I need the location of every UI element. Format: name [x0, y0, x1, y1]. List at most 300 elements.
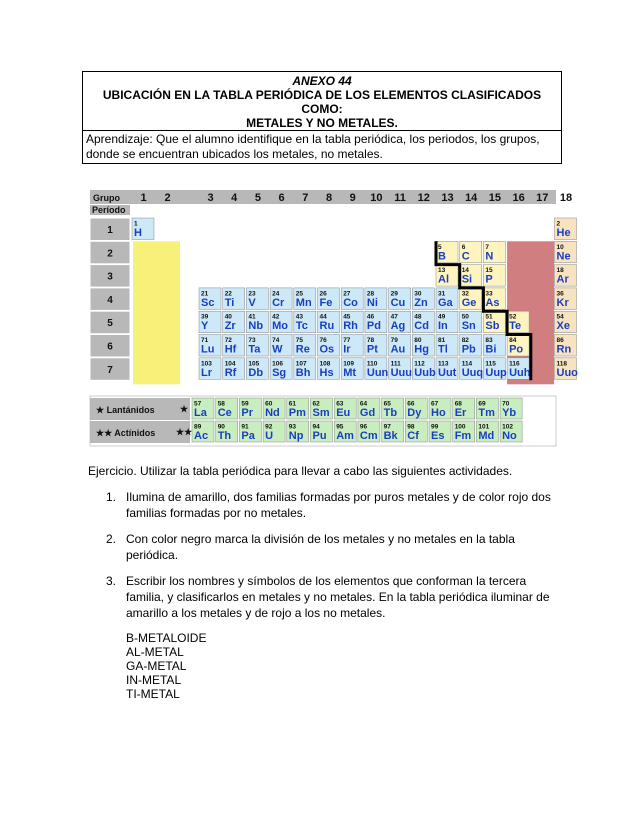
- group-number: 12: [417, 192, 430, 204]
- atomic-number: 18: [556, 267, 564, 275]
- atomic-number: 6: [461, 243, 466, 251]
- element-symbol: Np: [288, 430, 304, 442]
- element-cell: [389, 311, 411, 333]
- element-symbol: Te: [509, 320, 522, 333]
- lanthanide-cell: [287, 398, 309, 419]
- element-symbol: U: [265, 430, 274, 442]
- element-cell: [460, 358, 483, 380]
- atomic-number: 47: [390, 313, 398, 321]
- element-symbol: Am: [336, 430, 354, 442]
- lanthanide-cell: [500, 398, 522, 419]
- exercise-item-2: [88, 531, 558, 563]
- actinide-cell: [476, 421, 498, 442]
- lanthanide-cell: [429, 398, 451, 419]
- atomic-number: 86: [556, 337, 564, 344]
- element-symbol: Bk: [383, 430, 398, 442]
- atomic-number: 110: [366, 360, 378, 368]
- element-symbol: Os: [319, 343, 335, 356]
- element-symbol: Ar: [556, 273, 569, 286]
- element-symbol: Pb: [461, 343, 476, 356]
- lanthanide-cell: [334, 398, 356, 419]
- answers-list: [88, 631, 558, 701]
- element-cell: [436, 265, 458, 287]
- element-symbol: Bi: [485, 343, 497, 356]
- atomic-number: 59: [241, 400, 249, 408]
- actinide-cell: [311, 421, 333, 442]
- lanthanides-star: ★: [180, 404, 189, 414]
- element-symbol: C: [461, 250, 470, 263]
- element-cell: [246, 335, 268, 357]
- element-symbol: Hf: [224, 343, 237, 356]
- atomic-number: 105: [248, 360, 260, 368]
- element-cell: [270, 311, 292, 333]
- atomic-number: 40: [224, 313, 232, 321]
- element-symbol: Uut: [438, 366, 457, 379]
- atomic-number: 7: [485, 243, 490, 251]
- element-symbol: Fe: [319, 296, 333, 309]
- element-symbol: Uun: [366, 366, 389, 379]
- element-symbol: Co: [343, 296, 358, 309]
- title-line-1: UBICACIÓN EN LA TABLA PERIÓDICA DE LOS ELEMENTOS CLASIFICADOS: [102, 88, 542, 102]
- element-cell: [460, 265, 482, 287]
- element-symbol: Mo: [272, 320, 288, 333]
- atomic-number: 57: [194, 400, 202, 408]
- atomic-number: 108: [319, 360, 331, 368]
- element-cell: [270, 358, 292, 380]
- element-symbol: Cd: [414, 320, 429, 333]
- element-cell: [246, 311, 268, 333]
- group-number: 1: [140, 192, 147, 204]
- atomic-number: 76: [319, 337, 327, 344]
- atomic-number: 5: [438, 243, 442, 251]
- atomic-number: 54: [556, 313, 564, 321]
- element-cell: [294, 288, 316, 310]
- atomic-number: 44: [319, 313, 327, 321]
- element-cell: [365, 335, 387, 357]
- lanthanide-cell: [405, 398, 427, 419]
- lanthanide-cell: [239, 398, 261, 419]
- element-symbol: Lr: [201, 366, 212, 379]
- element-symbol: Al: [438, 273, 449, 286]
- element-symbol: Pd: [366, 320, 381, 333]
- element-symbol: Ag: [390, 320, 406, 333]
- element-cell: [365, 358, 389, 380]
- atomic-number: 60: [265, 400, 273, 408]
- atomic-number: 114: [461, 360, 473, 368]
- element-cell: [483, 288, 505, 310]
- element-cell: [199, 311, 221, 333]
- answer-line: B-METALOIDE: [126, 631, 207, 645]
- title-line-2: COMO:: [301, 102, 343, 116]
- group-number: 4: [231, 192, 238, 204]
- atomic-number: 32: [461, 290, 469, 298]
- group-number: 2: [164, 192, 171, 204]
- element-symbol: Uuu: [390, 366, 412, 379]
- element-symbol: Uup: [485, 366, 507, 379]
- periodic-table: [88, 188, 578, 456]
- element-symbol: Uuh: [509, 366, 531, 379]
- group-number: 14: [465, 192, 478, 204]
- element-symbol: As: [485, 296, 500, 309]
- atomic-number: 74: [272, 337, 280, 344]
- atomic-number: 42: [272, 313, 280, 321]
- atomic-number: 13: [438, 267, 446, 275]
- element-cell: [483, 311, 505, 333]
- exercise-intro: Ejercicio. Utilizar la tabla periódica para llevar a cabo las siguientes actividades.: [88, 464, 513, 478]
- atomic-number: 80: [414, 337, 422, 344]
- element-symbol: B: [438, 250, 446, 263]
- element-cell: [132, 218, 154, 240]
- lanthanide-cell: [358, 398, 380, 419]
- actinide-cell: [239, 421, 261, 442]
- atomic-number: 115: [485, 360, 496, 368]
- element-symbol: Cu: [390, 296, 406, 309]
- atomic-number: 67: [431, 400, 439, 408]
- yellow-highlight: [133, 241, 180, 384]
- element-cell: [460, 288, 482, 310]
- answer-line: IN-METAL: [126, 673, 182, 687]
- atomic-number: 84: [509, 337, 517, 344]
- element-cell: [555, 218, 577, 240]
- element-cell: [318, 335, 340, 357]
- element-symbol: P: [485, 273, 493, 286]
- element-cell: [412, 288, 434, 310]
- atomic-number: 107: [295, 360, 307, 368]
- item-number: 1.: [106, 490, 117, 504]
- element-symbol: Tb: [383, 407, 398, 419]
- element-symbol: Mn: [295, 296, 312, 309]
- atomic-number: 92: [265, 423, 273, 431]
- element-symbol: Ga: [438, 296, 453, 309]
- element-symbol: Ac: [194, 430, 209, 442]
- atomic-number: 66: [407, 400, 415, 408]
- element-symbol: Sm: [312, 407, 330, 419]
- element-symbol: Ta: [248, 343, 261, 356]
- element-cell: [436, 335, 458, 357]
- item-text: Ilumina de amarillo, dos familias formadas por puros metales y de color rojo dos familias formadas por no metales.: [126, 490, 551, 520]
- element-cell: [223, 335, 245, 357]
- group-number: 15: [488, 192, 502, 204]
- atomic-number: 31: [438, 290, 446, 298]
- atomic-number: 15: [485, 267, 493, 275]
- element-symbol: Ge: [461, 296, 477, 309]
- element-cell: [318, 288, 340, 310]
- element-symbol: Sb: [485, 320, 500, 333]
- element-symbol: Zr: [224, 320, 236, 333]
- atomic-number: 50: [461, 313, 469, 321]
- element-cell: [483, 358, 507, 380]
- element-cell: [507, 311, 529, 333]
- atomic-number: 109: [343, 360, 355, 368]
- element-symbol: Mt: [343, 366, 357, 379]
- element-cell: [436, 358, 458, 380]
- actinide-cell: [287, 421, 309, 442]
- item-number: 3.: [106, 574, 117, 588]
- atomic-number: 62: [312, 400, 320, 408]
- element-cell: [199, 288, 221, 310]
- element-symbol: Hs: [319, 366, 334, 379]
- element-symbol: V: [248, 296, 256, 309]
- element-symbol: Re: [295, 343, 310, 356]
- lanthanide-cell: [192, 398, 214, 419]
- element-symbol: La: [194, 407, 207, 419]
- atomic-number: 63: [336, 400, 344, 408]
- period-number: 4: [107, 294, 113, 306]
- element-symbol: Au: [390, 343, 406, 356]
- element-cell: [460, 335, 482, 357]
- element-symbol: N: [485, 250, 494, 263]
- element-cell: [436, 311, 458, 333]
- element-symbol: Tl: [438, 343, 448, 356]
- atomic-number: 1: [134, 220, 138, 228]
- actinide-cell: [382, 421, 404, 442]
- title-line-3: METALES Y NO METALES.: [246, 116, 398, 130]
- element-cell: [294, 358, 316, 380]
- actinide-cell: [500, 421, 522, 442]
- element-cell: [341, 311, 363, 333]
- element-symbol: Tc: [295, 320, 308, 333]
- element-symbol: Uub: [414, 366, 436, 379]
- element-symbol: Cf: [407, 430, 419, 442]
- element-symbol: Lu: [201, 343, 215, 356]
- element-cell: [223, 288, 245, 310]
- element-symbol: H: [134, 227, 142, 239]
- element-symbol: Yb: [502, 407, 517, 419]
- element-symbol: No: [502, 430, 517, 442]
- element-cell: [389, 288, 411, 310]
- element-cell: [436, 241, 458, 262]
- element-symbol: Gd: [359, 407, 376, 419]
- atomic-number: 100: [454, 423, 466, 431]
- element-symbol: Xe: [556, 320, 570, 333]
- element-symbol: Pm: [288, 407, 306, 419]
- document-title: [83, 72, 561, 130]
- element-cell: [318, 358, 340, 380]
- atomic-number: 23: [248, 290, 256, 298]
- atomic-number: 91: [241, 423, 249, 431]
- element-cell: [294, 335, 316, 357]
- actinides-star: ★★: [176, 427, 193, 437]
- element-symbol: Pt: [366, 343, 378, 356]
- period-number: 7: [107, 364, 113, 376]
- element-symbol: Fm: [454, 430, 472, 442]
- atomic-number: 51: [485, 313, 493, 321]
- element-cell: [555, 241, 577, 262]
- actinide-cell: [429, 421, 451, 442]
- element-cell: [555, 358, 579, 380]
- atomic-number: 78: [366, 337, 375, 344]
- element-symbol: Md: [478, 430, 495, 442]
- atomic-number: 41: [248, 313, 256, 321]
- atomic-number: 79: [390, 337, 398, 344]
- element-symbol: Rn: [556, 343, 572, 356]
- element-cell: [223, 311, 245, 333]
- atomic-number: 111: [390, 360, 401, 368]
- atomic-number: 21: [201, 290, 209, 298]
- element-cell: [483, 241, 505, 262]
- atomic-number: 90: [217, 423, 225, 431]
- element-symbol: Si: [461, 273, 473, 286]
- element-cell: [246, 288, 268, 310]
- atomic-number: 10: [556, 243, 564, 251]
- element-cell: [365, 288, 387, 310]
- element-symbol: Pa: [241, 430, 255, 442]
- element-symbol: W: [272, 343, 283, 356]
- lanthanide-cell: [216, 398, 238, 419]
- group-number: 6: [278, 192, 285, 204]
- element-symbol: In: [438, 320, 448, 333]
- atomic-number: 58: [217, 400, 225, 408]
- element-cell: [507, 358, 531, 380]
- element-cell: [389, 335, 411, 357]
- answer-line: TI-METAL: [126, 687, 180, 701]
- element-cell: [246, 358, 268, 380]
- element-cell: [507, 335, 529, 357]
- group-number: 13: [441, 192, 454, 204]
- element-symbol: Ho: [431, 407, 446, 419]
- element-cell: [341, 335, 363, 357]
- element-cell: [483, 265, 505, 287]
- lanthanide-cell: [263, 398, 285, 419]
- atomic-number: 95: [336, 423, 344, 431]
- atomic-number: 113: [438, 360, 449, 368]
- element-cell: [555, 311, 577, 333]
- element-cell: [483, 335, 505, 357]
- element-cell: [341, 288, 363, 310]
- group-number: 11: [394, 192, 406, 204]
- exercise-list: [88, 489, 558, 621]
- element-cell: [270, 335, 292, 357]
- group-header-bar: [90, 190, 556, 204]
- header-box: [82, 71, 562, 164]
- element-symbol: Uuo: [556, 366, 578, 379]
- period-number: 2: [107, 248, 113, 260]
- lanthanides-label: ★ Lantánidos: [96, 405, 155, 415]
- atomic-number: 82: [461, 337, 469, 344]
- atomic-number: 33: [485, 290, 493, 298]
- element-symbol: Cr: [272, 296, 285, 309]
- atomic-number: 52: [509, 313, 517, 321]
- atomic-number: 61: [288, 400, 297, 408]
- atomic-number: 2: [556, 220, 561, 228]
- actinide-cell: [405, 421, 427, 442]
- answer-line: AL-METAL: [126, 645, 184, 659]
- element-symbol: Nd: [265, 407, 280, 419]
- element-cell: [199, 335, 221, 357]
- period-number: 3: [107, 271, 113, 283]
- element-cell: [555, 265, 577, 287]
- lanthanide-cell: [311, 398, 333, 419]
- atomic-number: 73: [248, 337, 256, 344]
- atomic-number: 45: [343, 313, 351, 321]
- element-cell: [460, 311, 482, 333]
- atomic-number: 43: [295, 313, 304, 321]
- atomic-number: 116: [509, 360, 520, 368]
- element-cell: [389, 358, 412, 380]
- atomic-number: 99: [431, 423, 439, 431]
- atomic-number: 46: [366, 313, 375, 321]
- atomic-number: 101: [478, 423, 490, 431]
- item-text: Con color negro marca la división de los metales y no metales en la tabla periódica.: [126, 532, 515, 562]
- actinide-cell: [192, 421, 214, 442]
- learning-objective: Aprendizaje: Que el alumno identifique en la tabla periódica, los periodos, los grupos, donde se encuentran ubicados los metales, no metales.: [83, 130, 561, 163]
- element-symbol: Ce: [217, 407, 232, 419]
- element-cell: [365, 311, 387, 333]
- atomic-number: 27: [343, 290, 351, 298]
- atomic-number: 83: [485, 337, 493, 344]
- element-symbol: Tm: [478, 407, 495, 419]
- lanthanide-cell: [476, 398, 498, 419]
- element-symbol: Db: [248, 366, 264, 379]
- group-number: 3: [207, 192, 214, 204]
- exercise-item-1: [88, 489, 558, 521]
- atomic-number: 96: [359, 423, 368, 431]
- atomic-number: 39: [201, 313, 209, 321]
- actinide-cell: [263, 421, 285, 442]
- actinides-label: ★★ Actínidos: [96, 428, 156, 438]
- element-cell: [270, 288, 292, 310]
- element-symbol: Sg: [272, 366, 287, 379]
- element-symbol: Nb: [248, 320, 264, 333]
- atomic-number: 26: [319, 290, 327, 298]
- atomic-number: 118: [556, 360, 567, 368]
- answer-line: GA-METAL: [126, 659, 187, 673]
- periodo-label: Período: [92, 205, 126, 215]
- element-cell: [436, 288, 458, 310]
- element-symbol: Ru: [319, 320, 335, 333]
- atomic-number: 94: [312, 423, 320, 431]
- element-symbol: Cm: [359, 430, 378, 442]
- atomic-number: 106: [272, 360, 283, 368]
- element-cell: [412, 311, 434, 333]
- exercise-section: [88, 463, 558, 701]
- element-symbol: Th: [217, 430, 232, 442]
- atomic-number: 22: [224, 290, 232, 298]
- atomic-number: 98: [407, 423, 415, 431]
- atomic-number: 36: [556, 290, 564, 298]
- item-number: 2.: [106, 532, 117, 546]
- element-symbol: Pr: [241, 407, 254, 419]
- element-symbol: Er: [454, 407, 467, 419]
- element-symbol: Ti: [224, 296, 235, 309]
- atomic-number: 89: [194, 423, 202, 431]
- lanthanide-cell: [453, 398, 475, 419]
- anexo-label: ANEXO 44: [292, 74, 352, 88]
- element-symbol: Sc: [201, 296, 215, 309]
- actinide-cell: [453, 421, 475, 442]
- group-number: 18: [559, 192, 573, 204]
- atomic-number: 81: [438, 337, 446, 344]
- item-text: Escribir los nombres y símbolos de los elementos que conforman la tercera familia, y clasificarlos en metales y no metales. En la tabla periódica iluminar de amarillo a los metales y de rojo a los no metales.: [126, 574, 550, 620]
- group-number: 10: [370, 192, 383, 204]
- atomic-number: 102: [502, 423, 513, 431]
- element-cell: [555, 288, 577, 310]
- period-number: 1: [107, 225, 113, 236]
- element-cell: [318, 311, 340, 333]
- atomic-number: 93: [288, 423, 297, 431]
- element-cell: [294, 311, 316, 333]
- element-symbol: Kr: [556, 296, 569, 309]
- element-cell: [223, 358, 245, 380]
- element-symbol: Pu: [312, 430, 327, 442]
- atomic-number: 112: [414, 360, 425, 368]
- group-number: 17: [536, 192, 549, 204]
- atomic-number: 97: [383, 423, 391, 431]
- atomic-number: 104: [224, 360, 236, 368]
- grupo-label: Grupo: [93, 193, 120, 203]
- atomic-number: 24: [272, 290, 280, 298]
- element-symbol: Rh: [343, 320, 358, 333]
